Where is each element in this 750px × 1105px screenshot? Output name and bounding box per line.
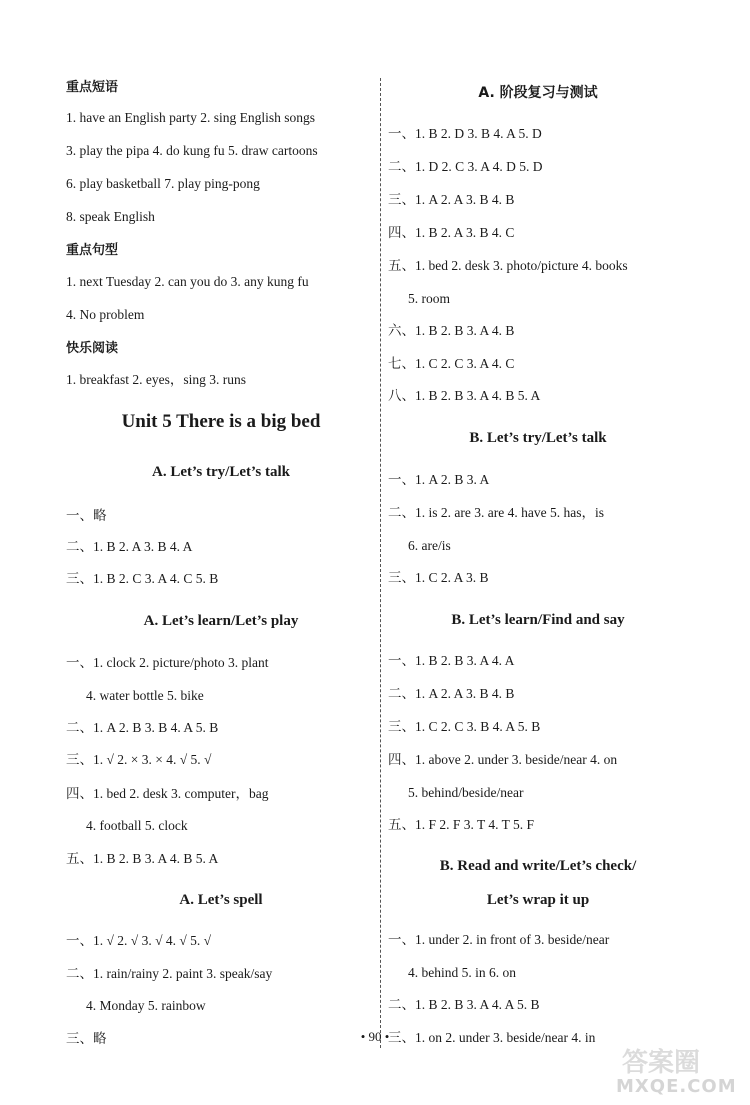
answer-line: 三、1. √ 2. × 3. × 4. √ 5. √ (66, 752, 212, 767)
answer-line: 五、1. bed 2. desk 3. photo/picture 4. books (388, 258, 628, 273)
answer-line: 4. water bottle 5. bike (86, 688, 204, 703)
answer-line: 4. No problem (66, 307, 145, 322)
happy-reading-heading: 快乐阅读 (66, 341, 119, 356)
answer-line: 一、1. B 2. B 3. A 4. A (388, 653, 515, 668)
answer-line: 6. are/is (408, 538, 451, 553)
unit-title: Unit 5 There is a big bed (121, 411, 321, 432)
watermark-url: MXQE.COM (616, 1076, 737, 1097)
section-title-continued: Let’s wrap it up (486, 892, 590, 908)
answer-line: 一、1. A 2. B 3. A (388, 472, 490, 487)
answer-line: 一、1. √ 2. √ 3. √ 4. √ 5. √ (66, 933, 212, 948)
answer-line: 四、1. bed 2. desk 3. computer，bag (66, 786, 269, 801)
section-title: A. Let’s spell (179, 892, 263, 908)
answer-line: 二、1. A 2. A 3. B 4. B (388, 686, 515, 701)
answer-line: 二、1. rain/rainy 2. paint 3. speak/say (66, 966, 273, 981)
answer-line: 4. football 5. clock (86, 818, 188, 833)
answer-line: 5. room (408, 291, 450, 306)
section-title: A. Let’s learn/Let’s play (143, 613, 299, 629)
answer-line: 七、1. C 2. C 3. A 4. C (388, 356, 515, 371)
answer-line: 四、1. B 2. A 3. B 4. C (388, 225, 515, 240)
answer-line: 3. play the pipa 4. do kung fu 5. draw cartoons (66, 143, 318, 158)
page-number: • 90 • (360, 1029, 390, 1044)
answer-line: 5. behind/beside/near (408, 785, 524, 800)
answer-line: 三、1. B 2. C 3. A 4. C 5. B (66, 571, 219, 586)
answer-line: 八、1. B 2. B 3. A 4. B 5. A (388, 388, 541, 403)
answer-line: 8. speak English (66, 209, 155, 224)
answer-line: 4. behind 5. in 6. on (408, 965, 516, 980)
section-title: B. Read and write/Let’s check/ (439, 858, 637, 874)
answer-line: 二、1. A 2. B 3. B 4. A 5. B (66, 720, 219, 735)
section-title: B. Let’s try/Let’s talk (469, 430, 607, 446)
answer-line: 二、1. D 2. C 3. A 4. D 5. D (388, 159, 543, 174)
answer-line: 1. breakfast 2. eyes，sing 3. runs (66, 372, 246, 387)
answer-line: 1. next Tuesday 2. can you do 3. any kung fu (66, 274, 309, 289)
section-title: A. 阶段复习与测试 (478, 85, 598, 101)
answer-line: 二、1. B 2. A 3. B 4. A (66, 539, 193, 554)
answer-line: 五、1. B 2. B 3. A 4. B 5. A (66, 851, 219, 866)
answer-line: 1. have an English party 2. sing English songs (66, 110, 315, 125)
answer-line: 六、1. B 2. B 3. A 4. B (388, 323, 515, 338)
answer-line: 二、1. B 2. B 3. A 4. A 5. B (388, 997, 540, 1012)
answer-line: 四、1. above 2. under 3. beside/near 4. on (388, 752, 618, 767)
answer-line: 三、1. on 2. under 3. beside/near 4. in (388, 1030, 596, 1045)
answer-line: 三、1. C 2. A 3. B (388, 570, 489, 585)
answer-line: 三、1. C 2. C 3. B 4. A 5. B (388, 719, 541, 734)
answer-line: 一、1. under 2. in front of 3. beside/near (388, 932, 610, 947)
answer-line: 一、略 (66, 508, 107, 523)
watermark-logo (612, 1040, 742, 1100)
section-title: B. Let’s learn/Find and say (451, 612, 625, 628)
column-divider (380, 78, 381, 1048)
answer-line: 一、1. clock 2. picture/photo 3. plant (66, 655, 269, 670)
watermark-text: 答案圈 (622, 1048, 701, 1078)
answer-line: 三、略 (66, 1031, 107, 1046)
key-sentences-heading: 重点句型 (66, 243, 119, 258)
answer-line: 6. play basketball 7. play ping-pong (66, 176, 260, 191)
answer-line: 三、1. A 2. A 3. B 4. B (388, 192, 515, 207)
answer-line: 一、1. B 2. D 3. B 4. A 5. D (388, 126, 542, 141)
answer-line: 二、1. is 2. are 3. are 4. have 5. has，is (388, 505, 604, 520)
key-phrases-heading: 重点短语 (66, 80, 119, 95)
answer-line: 五、1. F 2. F 3. T 4. T 5. F (388, 817, 535, 832)
answer-line: 4. Monday 5. rainbow (86, 998, 206, 1013)
section-title: A. Let’s try/Let’s talk (151, 464, 291, 480)
